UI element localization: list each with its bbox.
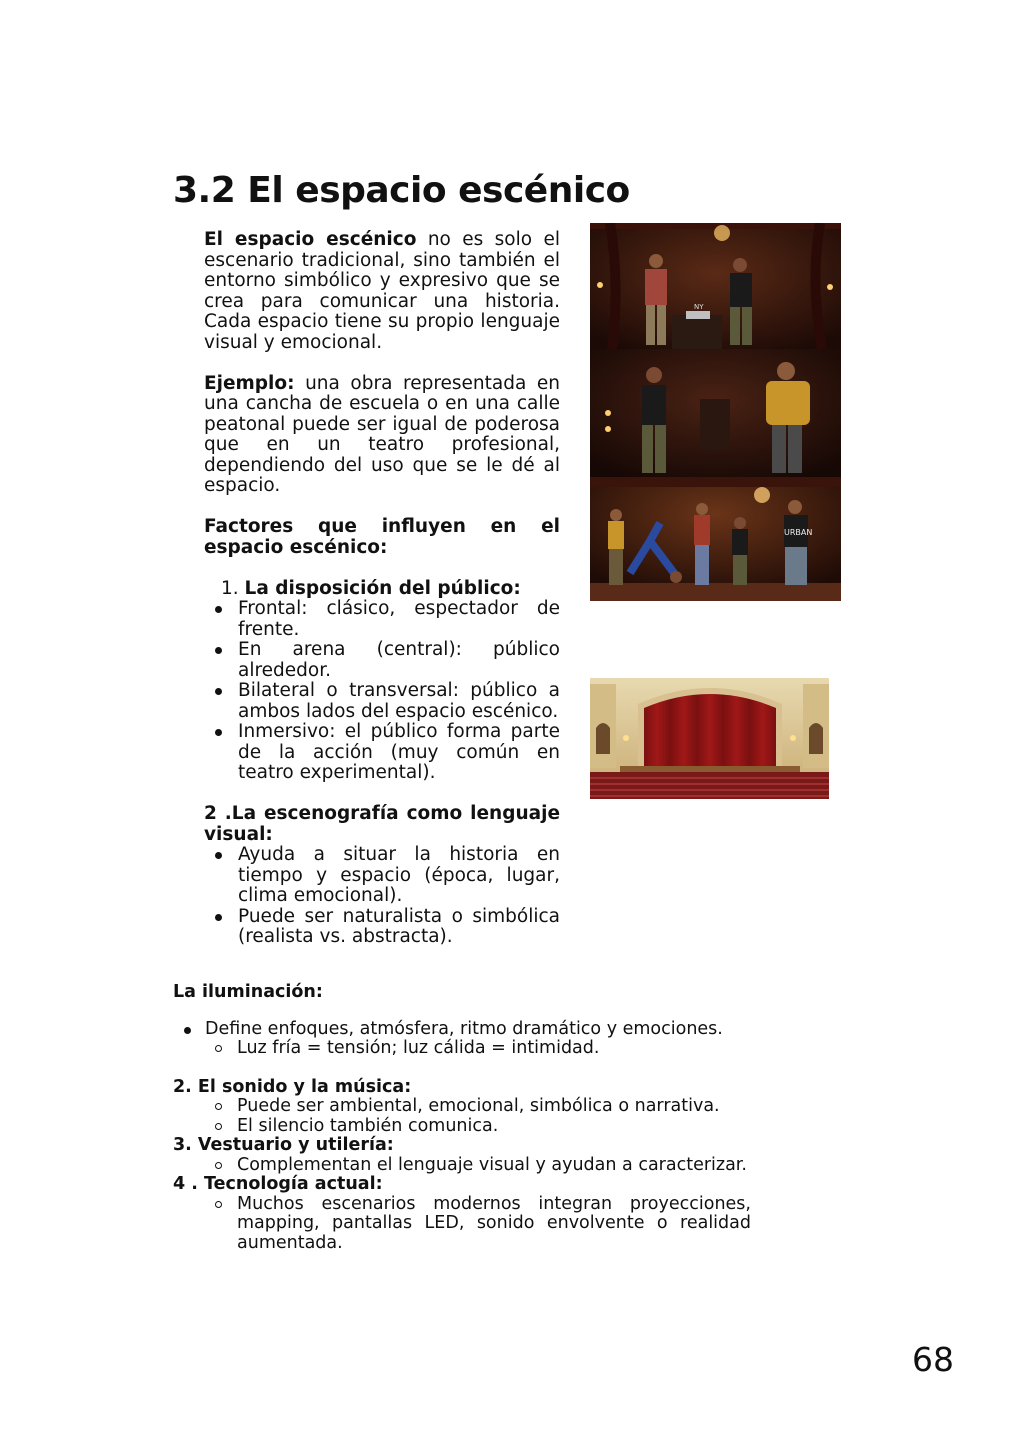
factor-1-number: 1.	[221, 577, 239, 599]
list-item: Bilateral o transversal: público a ambos lados del espacio escénico.	[204, 681, 560, 722]
intro-paragraph	[204, 230, 560, 353]
list-item: Inmersivo: el público forma parte de la acción (muy común en teatro experimental).	[204, 722, 560, 784]
example-paragraph	[204, 374, 560, 497]
sound-heading: 2. El sonido y la música:	[173, 1076, 412, 1097]
page-title: 3.2 El espacio escénico	[173, 170, 630, 211]
list-item: El silencio también comunica.	[173, 1117, 751, 1137]
shirt-text-urban: URBAN	[784, 528, 813, 537]
tech-heading: 4 . Tecnología actual:	[173, 1174, 383, 1194]
factor-1-title: La disposición del público:	[244, 577, 521, 599]
list-item: Luz fría = tensión; luz cálida = intimidad.	[173, 1039, 751, 1059]
performers-collage-image	[590, 223, 841, 601]
list-item: Complementan el lenguaje visual y ayudan a caracterizar.	[173, 1156, 751, 1176]
factor-2-heading: 2 .La escenografía como lenguaje visual:	[204, 803, 560, 845]
lighting-heading: La iluminación:	[173, 982, 323, 1002]
main-column	[204, 230, 560, 948]
example-text: una obra representada en una cancha de escuela o en una calle peatonal puede ser igual de poderosa que en un teatro profesional, dependiendo del uso que se le dé al espacio.	[204, 372, 560, 496]
list-item: Frontal: clásico, espectador de frente.	[204, 599, 560, 640]
audience-list	[204, 599, 560, 784]
lower-section	[173, 983, 751, 1253]
theater-stage-image	[590, 678, 829, 799]
list-item: Ayuda a situar la historia en tiempo y espacio (época, lugar, clima emocional).	[204, 845, 560, 907]
sound-list	[173, 1097, 751, 1136]
factors-heading: Factores que influyen en el espacio escénico:	[204, 516, 560, 558]
list-item: Puede ser ambiental, emocional, simbólica o narrativa.	[173, 1097, 751, 1117]
list-item: Puede ser naturalista o simbólica (realista vs. abstracta).	[204, 907, 560, 948]
intro-term: El espacio escénico	[204, 229, 417, 250]
scenography-list	[204, 845, 560, 948]
example-label: Ejemplo:	[204, 372, 295, 394]
intro-text: no es solo el escenario tradicional, sino también el entorno simbólico y expresivo que se crea para comunicar una historia. Cada espacio tiene su propio lenguaje visual y emocional.	[204, 229, 560, 353]
costume-heading: 3. Vestuario y utilería:	[173, 1135, 394, 1155]
list-item: En arena (central): público alrededor.	[204, 640, 560, 681]
shirt-text-ny: NY	[694, 303, 704, 311]
list-item: Define enfoques, atmósfera, ritmo dramático y emociones.	[173, 1020, 751, 1040]
tech-list	[173, 1195, 751, 1254]
factor-1-heading	[204, 579, 560, 600]
lighting-sublist	[173, 1039, 751, 1059]
costume-list	[173, 1156, 751, 1176]
list-item: Muchos escenarios modernos integran proyecciones, mapping, pantallas LED, sonido envolvente o realidad aumentada.	[173, 1195, 751, 1254]
lighting-list	[173, 1020, 751, 1040]
page-number: 68	[912, 1340, 954, 1379]
